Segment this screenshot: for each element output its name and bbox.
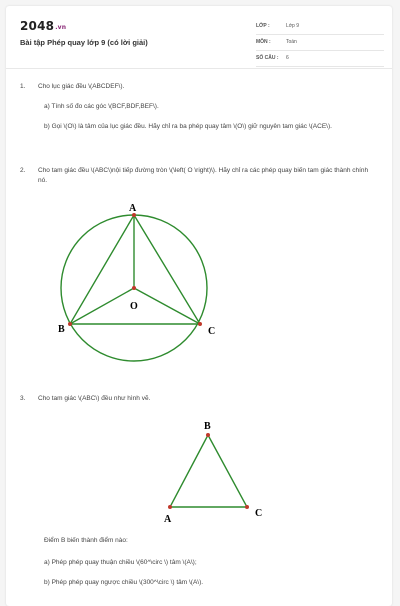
question-number: 2.: [20, 167, 26, 174]
meta-row-subject: [256, 36, 384, 51]
segment-oc: [134, 288, 200, 324]
document-page: [6, 6, 392, 606]
meta-row-grade: [256, 20, 384, 35]
label-b: B: [204, 421, 211, 432]
point-b: [206, 433, 210, 437]
document-meta: [256, 20, 384, 68]
question-3-part-a: a) Phép phép quay thuận chiều \(60^\circ \) tâm \(A\);: [44, 559, 197, 566]
figure-circle-triangle: [46, 198, 246, 378]
label-a: A: [164, 514, 172, 525]
point-o: [132, 286, 136, 290]
question-number: 3.: [20, 395, 26, 402]
label-a: A: [129, 203, 137, 214]
label-o: O: [130, 301, 138, 312]
point-c: [198, 322, 202, 326]
question-text: Cho lục giác đều \(ABCDEF\).: [38, 83, 125, 90]
question-3-prompt: Điểm B biến thành điểm nào:: [44, 537, 128, 544]
meta-value: 6: [286, 55, 289, 61]
logo-text: 2048: [20, 19, 55, 33]
figure-triangle: [151, 412, 276, 527]
meta-value: Lớp 9: [286, 23, 300, 29]
question-3-part-b: b) Phép phép quay ngược chiều \(300^\circ \) tâm \(A\).: [44, 579, 204, 586]
meta-row-count: [256, 52, 384, 67]
question-number: 1.: [20, 83, 26, 90]
meta-key: LỚP :: [256, 23, 270, 29]
meta-value: Toán: [286, 39, 297, 45]
point-a: [168, 505, 172, 509]
label-c: C: [208, 326, 216, 337]
point-c: [245, 505, 249, 509]
document-title: Bài tập Phép quay lớp 9 (có lời giải): [20, 38, 148, 47]
document-header: [6, 6, 392, 69]
question-1-part-b: b) Gọi \(O\) là tâm của lục giác đều. Hãy chỉ ra ba phép quay tâm \(O\) giữ nguyên tam giác \(ACE\).: [44, 123, 332, 130]
question-text: Cho tam giác \(ABC\) đều như hình vẽ.: [38, 395, 151, 402]
point-b: [68, 322, 72, 326]
question-text: Cho tam giác đều \(ABC\)nội tiếp đường tròn \(\left( O \right)\). Hãy chỉ ra các phép quay biến tam giác thành chính nó.: [38, 167, 369, 184]
site-logo[interactable]: [20, 19, 66, 33]
meta-key: SỐ CÂU :: [256, 55, 279, 61]
label-c: C: [255, 508, 263, 519]
meta-key: MÔN :: [256, 39, 271, 45]
segment-ob: [70, 288, 134, 324]
triangle-abc: [170, 435, 247, 507]
logo-domain: .vn: [55, 24, 67, 31]
question-1-part-a: a) Tính số đo các góc \(BCF,BDF,BEF\).: [44, 103, 159, 110]
label-b: B: [58, 324, 65, 335]
